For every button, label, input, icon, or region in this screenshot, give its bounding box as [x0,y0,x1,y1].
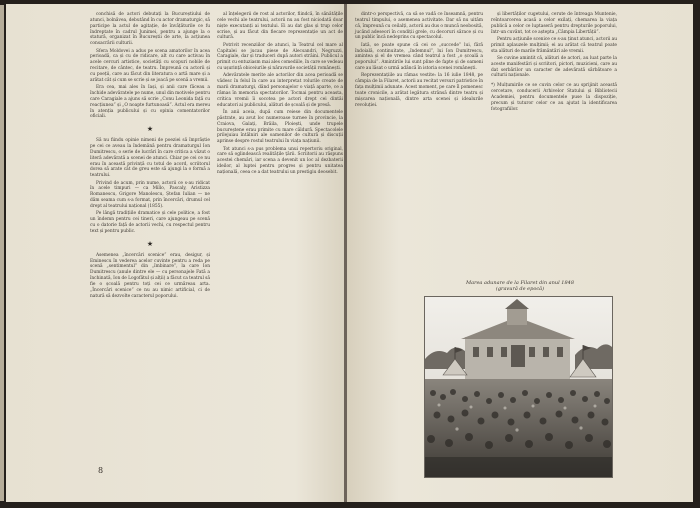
footnote: *) Mulțumirile ce se cuvin celor ce au sprijinit această cercetare, conducerii Arhivelor Statului și Bibliotecii Academiei, pentru documentele puse la dispoziție, precum și tuturor celor ce au ajutat la identificarea fotografiilor. [491,83,617,112]
page-number: 8 [98,466,104,475]
paragraph: Asemenea „încercări scenice” erau, desigur, și Eminescu în vederea acelor cuvinte pentru a reda pe scenă „sentimentul” din „îmbinare”, la care Ion Dumitrescu (anule dintre ele — cu personajele Fată a închinată, Ion de Logofătul și alții) a făcut ca teatrul să fie o școală pentru toți cei ce urmăreau arta. „Încercări scenice” ce nu au nimic artificial, ci de natură să dezvolte caracterul poporului. [90,252,210,299]
paragraph: și libertăților cugetului, cerute de întreaga Muntenie, reîntoarcerea acasă a celor exilați, chemarea la viața publică a celor ce luptaseră pentru drepturile poporului, într-un cuvânt, tot ce aștepta „Câmpia Libertății”. [491,12,617,35]
paragraph: conchisă de actori debutați la Bucureștiului de atunci, bolnăvea, debutând în cu actor dramaturgic, să participe la actul de agitație, de învățăturile ce fu îndreptate în cadrul Junimei, pentru a ajunge la o statură, organizat în Bucureștii de arte, la acțiunea consacrării culturii. [90,12,210,47]
paragraph: În anii aceia, după cum reiese din documentele păstrate, au avut loc numeroase turnee în provincie, la Craiova, Galați, Brăila, Ploiești, unde trupele bucureștene erau primite cu mare căldură. Spectacolele prilejuiau întâlniri ale oamenilor de cultură și discuții aprinse despre rostul teatrului în viața națiunii. [217,110,343,145]
paragraph: Iată, se poate spune că cei ce „succede” lui, fără îndoială, continuitate, „îndemnul”, lui Ion Dumitrescu, amintea și el de vremea când teatrul a fost „o școală a poporului”. Amintirile lui sunt pline de fapte și de oameni care au lăsat o urmă adâncă în istoria scenei românești. [355,42,483,72]
paragraph: Pentru acțiunile scenice ce s-au ținut atunci, actorii au primit aplauzele mulțimii; ei au arătat că teatrul poate sta alături de marile frământări ale vremii. [491,36,617,54]
paragraph: Sfera Moldovei a adus pe scena amatorilor în acea perioadă, ca și cu de ridicare, alt cu care activau în acele cercuri artistice, societăți cu scopuri nobile de recitare, de cântec, de teatru. Împreună cu actorii și cu poeții, care au făcut din literatura o artă mare și a arătat cât și cum se scrie și se joacă pe scenă a vremii. [90,48,210,83]
paragraph: Potrivit recenziilor de atunci, la Teatrul cel mare al Capitalei se jucau piese de Alecsandri, Negruzzi, Caragiale, dar și traduceri după autori străini. Publicul a primit cu entuziasm mai ales comediile, în care se vedeau cu ușurință obiceiurile și năravurile societății românești. [217,42,343,72]
figure-caption-subtitle: (gravură de epocă) [495,286,545,292]
figure-caption-title: Marea adunare de la Filaret din anul 1848 [465,280,575,286]
right-column-2 [491,12,617,114]
paragraph: Era cea, mai ales în Iași, și anii care făceau a închide adevăratele pe nume, unul din motivele pentru care Caragiale a ajuns să scrie „Conu Leonida față cu reacțiunea” și „O noapte furtunoasă”. Actul era mereu în atenția publicului și cu opinia comentatorilor oficiali. [90,85,210,120]
paragraph: Să nu fiindu opinie nimeni de poeziei să împrăștie pe cei ce aveau la îndemână pentru dramaturgul Ion Dumitrescu, o serie de lucrări în care critica a văzut o literă adevărată a scenei de atunci. Chiar pe cei ce nu erau în această privință cu totul de acord, scriitorul dorea să arate cât de greu este să ajungi la o formă a teatrului. [90,138,210,179]
paragraph: Se cuvine amintit că, alături de actori, au luat parte la aceste manifestări și scriitori, pictori, muzicieni, care au dat serbărilor un caracter de adevărată sărbătoare a culturii naționale. [491,55,617,79]
paragraph: Reprezentațiile au rămas vestite: la 16 iulie 1848, pe câmpia de la Filaret, actorii au recitat versuri patriotice în fața mulțimii adunate. Acest moment, pe care îl pomenesc toate cronicile, a arătat legătura strânsă dintre teatru și mișcarea națională, dintre arta scenei și idealurile revoluției. [355,73,483,108]
left-column-1 [90,12,210,301]
page-edge-left [0,5,4,501]
paragraph: Pe lângă tradițiile dramatice și cele politice, a fost un îndemn pentru cei tineri, care ajungeau pe scenă cu o datorie față de actorii vechi, cu respectul pentru text și pentru public. [90,211,210,234]
paragraph: dintr-o perspectivă, ca să se vadă ce înseamnă, pentru teatrul timpului, o asemenea activitate. Dar să nu uităm că, împreună cu ceilalți, actorii au dus o muncă neobosită, jucând adeseori în condiții grele, cu decoruri sărace și cu un public încă nedeprins cu spectacolul. [355,12,483,41]
left-page [6,4,346,502]
figure-caption [430,280,610,292]
left-column-2 [217,12,343,177]
historical-engraving [424,296,613,478]
section-divider: ★ [146,125,154,134]
right-column-1 [355,12,483,110]
right-page [347,4,693,502]
paragraph: al înțelegerii de rost al actorilor, fiindcă, în sănătățile cele vechi ale teatrului, actorii nu au fost niciodată doar niște executanți ai textului. Ei au dat glas și trup celor scrise, și au făcut din fiecare reprezentație un act de cultură. [217,12,343,41]
paragraph: Adevăratele merite ale actorilor din acea perioadă se vădesc în felul în care au interpretat rolurile create de marii dramaturgi, dând personajelor o viață aparte, ce a rămas în memoria spectatorilor. Tocmai pentru aceasta, critica vremii îi socotea pe actori drept cei dintâi educatori ai publicului, alături de școală și de presă. [217,73,343,108]
section-divider: ★ [146,239,154,248]
paragraph: Privind de acum, prin nume, actorii ce s-au ridicat în acele timpuri — ca Millo, Pascaly, Aristizza Romanescu, Grigore Manolescu, Ștefan Iulian — ne dăm seama cum s-a format, prin încercări, drumul cel drept al teatrului național (1855). [90,180,210,209]
paragraph: Tot atunci s-a pus problema unui repertoriu original, care să oglindească realitățile țării. Scriitorii au răspuns acestei chemări, iar scena a devenit un loc al dezbaterii ideilor, al luptei pentru progres și pentru unitatea națională, ceea ce a dat teatrului un prestigiu deosebit. [217,146,343,175]
